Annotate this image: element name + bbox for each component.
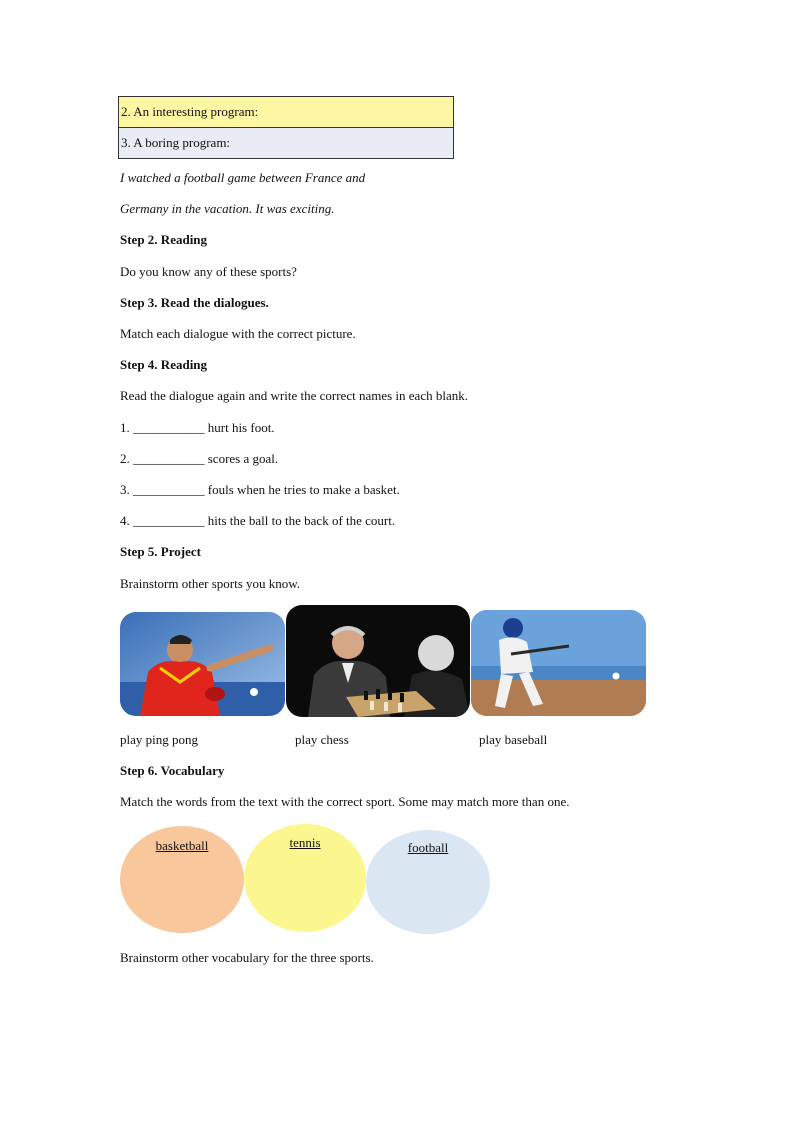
ping-pong-photo xyxy=(120,612,285,716)
tennis-circle xyxy=(244,824,366,932)
step6-text: Match the words from the text with the correct sport. Some may match more than one. xyxy=(120,794,570,809)
football-label: football xyxy=(407,840,449,855)
blank-item: 1. ___________ hurt his foot. xyxy=(120,420,275,435)
step4-heading: Step 4. Reading xyxy=(120,357,208,372)
step3-text: Match each dialogue with the correct picture. xyxy=(120,326,356,341)
caption-ping-pong: play ping pong xyxy=(120,732,198,747)
table-cell: 2. An interesting program: xyxy=(119,97,454,128)
baseball-illustration xyxy=(471,610,646,716)
program-table xyxy=(118,96,454,159)
footer-text: Brainstorm other vocabulary for the three sports. xyxy=(120,950,374,965)
step5-text: Brainstorm other sports you know. xyxy=(120,576,301,591)
step2-text: Do you know any of these sports? xyxy=(120,264,297,279)
tennis-label: tennis xyxy=(289,835,321,850)
basketball-label: basketball xyxy=(155,838,209,853)
blank-item: 2. ___________ scores a goal. xyxy=(120,451,279,466)
step5-heading: Step 5. Project xyxy=(120,544,201,559)
basketball-circle xyxy=(120,826,244,933)
example-line-1: I watched a football game between France and xyxy=(120,170,366,185)
football-circle xyxy=(366,830,490,934)
step6-heading: Step 6. Vocabulary xyxy=(120,763,225,778)
ping-pong-illustration xyxy=(120,612,285,716)
table-row xyxy=(119,97,454,128)
baseball-photo xyxy=(471,610,646,716)
example-line-2: Germany in the vacation. It was exciting. xyxy=(120,201,335,216)
chess-illustration xyxy=(286,605,470,717)
caption-chess: play chess xyxy=(295,732,349,747)
caption-baseball: play baseball xyxy=(479,732,548,747)
chess-photo xyxy=(286,605,470,717)
step4-text: Read the dialogue again and write the correct names in each blank. xyxy=(120,388,468,403)
step3-heading: Step 3. Read the dialogues. xyxy=(120,295,269,310)
table-row xyxy=(119,128,454,159)
step2-heading: Step 2. Reading xyxy=(120,232,208,247)
table-cell: 3. A boring program: xyxy=(119,128,454,159)
blank-item: 3. ___________ fouls when he tries to make a basket. xyxy=(120,482,400,497)
blank-item: 4. ___________ hits the ball to the back of the court. xyxy=(120,513,396,528)
